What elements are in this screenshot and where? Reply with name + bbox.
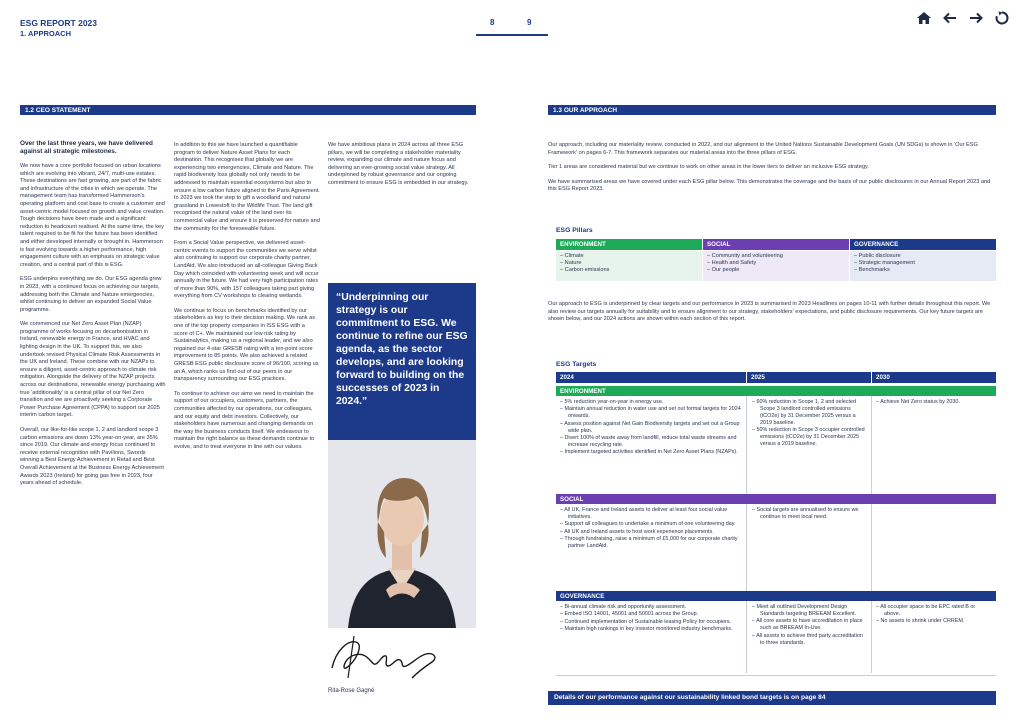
pillar-social-items bbox=[703, 251, 849, 281]
table-divider bbox=[871, 504, 872, 591]
target-item: – Embed ISO 14001, 45001 and 50001 across the Group. bbox=[560, 611, 699, 618]
ceo-col1-para: ESG underpins everything we do. Our ESG agenda grew in 2023, with a continued focus on achieving our targets, addressing both the Climate and Nature emergencies, whilst continuing to deliver an expanded Social Value programme. bbox=[20, 276, 162, 313]
pillar-item: – Climate bbox=[560, 253, 584, 259]
env-2025-targets bbox=[752, 399, 868, 448]
nav-toolbar bbox=[916, 10, 1010, 30]
target-item: – Maintain high rankings in key investor monitored industry benchmarks. bbox=[560, 626, 733, 633]
ceo-column-1 bbox=[20, 140, 166, 495]
target-item: – Continued implementation of Sustainable leasing Policy for occupiers. bbox=[560, 618, 732, 625]
target-item: – Maintain annual reduction in water use and set out formal targets for 2024 onwards. bbox=[560, 406, 741, 420]
pillar-item: – Community and volunteering bbox=[707, 253, 783, 259]
target-item: – Achieve Net Zero status by 2030. bbox=[876, 399, 960, 405]
ceo-column-2 bbox=[174, 142, 320, 459]
target-item: – 5% reduction year-on-year in energy use. bbox=[560, 399, 664, 405]
signature-name: Rita-Rose Gagné bbox=[328, 688, 375, 694]
ceo-portrait-illustration bbox=[328, 440, 476, 628]
pillar-item: – Carbon emissions bbox=[560, 267, 610, 274]
home-icon[interactable] bbox=[916, 10, 932, 26]
table-divider bbox=[746, 504, 747, 591]
approach-para: Our approach to ESG is underpinned by clear targets and our performance in 2023 is summarised in 2023 Headlines on pages 10-11 with further details throughout this report. We also review our targets annually for suitability and to ensure alignment to our strategy, stakeholders' expectations, and public disclosure requirements. Our key future targets are shown below, and our 2024 actions are shown within each section of this report. bbox=[548, 301, 991, 323]
target-item: – Divert 100% of waste away from landfill, reduce total waste streams and increase recycling rate. bbox=[560, 435, 737, 448]
arrow-right-icon[interactable] bbox=[968, 10, 984, 26]
target-item: – Assess position against Net Gain Biodiversity targets and set out a Group wide plan. bbox=[560, 420, 740, 434]
ceo-lead: Over the last three years, we have delivered against all strategic milestones. bbox=[20, 140, 153, 155]
table-divider bbox=[746, 601, 747, 673]
env-2030-targets bbox=[876, 399, 992, 406]
ceo-col1-para: We now have a core portfolio focused on urban locations which are evolving into vibrant, 24/7, multi-use estates. These destinations are fast growing, are part of the fabric and infrastructure of the cities in which we operate. The management team has transformed Hammerson's operating platform and cost base to create a customer and asset-centric model focused on growth and value creation. Tough decisions have been made and a significant reduction to headcount realised. At the same time, the key talent required to be fit for the future has been identified and either developed internally or brought in. Hammerson is fast evolving towards a higher performance, high engagement culture with an emphasis on strategic value creation, and a central part of this is ESG. bbox=[20, 163, 165, 268]
year-header-2024: 2024 bbox=[556, 372, 746, 383]
page-number-left[interactable]: 8 bbox=[490, 18, 495, 27]
esg-targets-table bbox=[556, 372, 996, 678]
target-item: – 50% reduction in Scope 3 occupier controlled emissions (tCO2e) by 31 December 2025 versus a 2019 baseline. bbox=[752, 427, 865, 447]
gov-2024-targets bbox=[560, 604, 742, 634]
band-governance: GOVERNANCE bbox=[556, 591, 996, 601]
pillar-social-header: SOCIAL bbox=[703, 239, 849, 250]
year-header-2025: 2025 bbox=[747, 372, 871, 383]
gov-2030-targets bbox=[876, 604, 992, 626]
target-item: – Social targets are annualised to ensure we continue to meet local need. bbox=[752, 507, 859, 520]
approach-after-pillars bbox=[548, 301, 1000, 331]
ceo-statement-heading: 1.2 CEO STATEMENT bbox=[20, 105, 476, 115]
esg-pillars-title: ESG Pillars bbox=[556, 227, 593, 234]
ceo-col1-para: We commenced our Net Zero Asset Plan (NZAP) programme of works focusing on decarbonisation in Ireland, renewable energy in France, and HVAC and lighting design in the UK. To support this, we also undertook revised Physical Climate Risk Assessments in the UK and Ireland. These combine with our NZAPs to ensure a diligent, asset-centric approach to climate risk mitigation. Alongside the delivery of the NZAP projects across our destinations, renewable energy purchasing with true 'additionality' is a central pillar of our Net Zero transition and we are proactively seeking a Corporate Power Purchase Agreement (CPPA) to support our 2025 interim carbon target. bbox=[20, 321, 166, 419]
target-item: – Bi-annual climate risk and opportunity assessment. bbox=[560, 604, 687, 610]
gov-2025-targets bbox=[752, 604, 868, 647]
section-title: 1. APPROACH bbox=[20, 29, 71, 38]
page-header bbox=[0, 0, 1024, 44]
ceo-col2-para: To continue to achieve our aims we need to maintain the support of our occupiers, customers, partners, the communities affected by our operations, our colleagues, and our equity and debt investors. Collectively, our stakeholders have numerous and changing demands on the way the business conducts itself. We endeavour to maintain the right balance as these demands continue to evolve, and to treat everyone in line with our values. bbox=[174, 390, 315, 450]
pillar-item: – Nature bbox=[560, 260, 582, 267]
ceo-column-3 bbox=[328, 142, 474, 195]
target-item: – 60% reduction in Scope 1, 2 and selected Scope 3 landlord controlled emissions (tCO2e) by 31 December 2025 versus a 2019 baseline. bbox=[752, 399, 856, 426]
pillar-governance-items bbox=[850, 251, 996, 281]
pillar-item: – Benchmarks bbox=[854, 267, 890, 274]
target-item: – Implement targeted activities identified in Net Zero Asset Plans (NZAPs). bbox=[560, 449, 738, 456]
refresh-icon[interactable] bbox=[994, 10, 1010, 26]
table-divider bbox=[746, 396, 747, 494]
approach-para: Tier 1 areas are considered material but we continue to work on other areas in the lower tiers to deliver an inclusive ESG strategy. bbox=[548, 164, 869, 171]
target-item: – All UK and Ireland assets to host work experience placements. bbox=[560, 528, 714, 535]
pillar-item: – Health and Safety bbox=[707, 260, 757, 267]
ceo-signature bbox=[326, 632, 446, 682]
table-bottom-rule bbox=[556, 675, 996, 676]
pillar-item: – Public disclosure bbox=[854, 253, 901, 259]
pillar-governance-header: GOVERNANCE bbox=[850, 239, 996, 250]
band-social: SOCIAL bbox=[556, 494, 996, 504]
report-title: ESG REPORT 2023 bbox=[20, 18, 98, 28]
pillar-environment-header: ENVIRONMENT bbox=[556, 239, 702, 250]
pillar-item: – Strategic management bbox=[854, 260, 915, 267]
esg-targets-title: ESG Targets bbox=[556, 361, 597, 368]
page-tabs bbox=[476, 16, 548, 36]
ceo-col3-para: We have ambitious plans in 2024 across all three ESG pillars, we will be completing a stakeholder materiality review, expanding our climate and nature focus and delivering an ever-growing social value strategy. All underpinned by robust governance and our ongoing commitment to ensure ESG is embedded in our strategy. bbox=[328, 142, 469, 186]
pull-quote: “Underpinning our strategy is our commitment to ESG. We continue to refine our ESG agenda, as the sector develops, and are looking forward to building on the successes of 2023 in 2024.” bbox=[328, 283, 476, 440]
table-divider bbox=[871, 601, 872, 673]
our-approach-heading: 1.3 OUR APPROACH bbox=[548, 105, 996, 115]
target-item: – All UK, France and Ireland assets to deliver at least four social value initiatives. bbox=[560, 507, 728, 520]
page-number-right[interactable]: 9 bbox=[527, 18, 532, 27]
approach-para: We have summarised areas we have covered under each ESG pillar below. This demonstrates the coverage and the basis of our public disclosures in our Annual Report 2023 and this ESG Report 2023. bbox=[548, 178, 991, 193]
approach-intro bbox=[548, 142, 1000, 201]
target-item: – All occupier space to be EPC rated B or above. bbox=[876, 604, 976, 617]
social-2025-targets bbox=[752, 507, 868, 521]
ceo-portrait bbox=[328, 440, 476, 628]
target-item: – Through fundraising, raise a minimum of £5,000 for our corporate charity partner LandAid. bbox=[560, 536, 738, 550]
approach-para: Our approach, including our materiality review, conducted in 2022, and our alignment to the United Nations Sustainable Development Goals (UN SDGs) is shown in 'Our ESG Framework' on pages 6-7. This framework separates our material areas into the three pillars of ESG. bbox=[548, 142, 978, 156]
ceo-col2-para: In addition to this we have launched a quantifiable program to deliver Nature Asset Plans for each destination. This recognises that globally we are experiencing two emergencies, Climate and Nature. The rapid biodiversity loss globally not only needs to be addressed to maintain essential ecosystems but also to ensure a low carbon future aligned to the Paris Agreement. In 2023 we took the step to gift a woodland and natural grassland in Lowestoft to the Wildlife Trust. The land gift recognised the natural value of the land over its commercial value and ensure it is preserved for nature and the community for the foreseeable future. bbox=[174, 142, 320, 232]
ceo-col2-para: We continue to focus on benchmarks identified by our stakeholders as key to their decision making. We rank as one of the top property companies in ISS ESG with a score of C+. We maintained our low risk rating by Sustainalytics, making us a regional leader, and we also regained our 4-star GRESB rating with a ten-point score improvement to 85 points. We also achieved a related GRESB ESG public disclosure score of 96/100, scoring us an A, which ranks us first out of our peers in our transparency surrounding our ESG practices. bbox=[174, 307, 319, 383]
pillar-item: – Our people bbox=[707, 267, 740, 274]
social-2024-targets bbox=[560, 507, 742, 550]
ceo-col1-para: Overall, our like-for-like scope 1, 2 and landlord scope 3 carbon emissions are down 13% year-on-year, are 35% since 2019. Our climate and energy focus continued to receive external recognition with Pavilions, Swords winning a Best Energy Achievement in Retail and Best Overall Achievement at the Business Energy Achievement Awards 2023 (Ireland) for going gas free in 2023, four years ahead of schedule. bbox=[20, 427, 164, 487]
band-environment: ENVIRONMENT bbox=[556, 386, 996, 396]
pillar-environment-items bbox=[556, 251, 702, 281]
arrow-left-icon[interactable] bbox=[942, 10, 958, 26]
year-header-2030: 2030 bbox=[872, 372, 996, 383]
target-item: – Meet all outlined Development Design Standards targeting BREEAM Excellent. bbox=[752, 604, 857, 617]
ceo-col2-para: From a Social Value perspective, we delivered asset-centric events to support the communities we serve whilst also continuing to support our corporate charity partner, LandAid. We also introduced an all-colleague Giving Back Day which coincided with volunteering week and will occur annually in the future. We had very high participation rates of more than 90%, with 157 colleagues taking part giving everything from CV workshops to clearing wetlands. bbox=[174, 240, 319, 300]
target-item: – All assets to achieve third party accreditation to three standards. bbox=[752, 632, 863, 646]
target-item: – No assets to shrink under CRREM. bbox=[876, 618, 965, 625]
env-2024-targets bbox=[560, 399, 742, 457]
table-divider bbox=[871, 396, 872, 494]
target-item: – Support all colleagues to undertake a minimum of one volunteering day. bbox=[560, 521, 736, 528]
target-item: – All core assets to have accreditation in place such as BREEAM In-Use. bbox=[752, 618, 863, 632]
bond-targets-link[interactable]: Details of our performance against our sustainability linked bond targets is on page 84 bbox=[548, 691, 996, 705]
